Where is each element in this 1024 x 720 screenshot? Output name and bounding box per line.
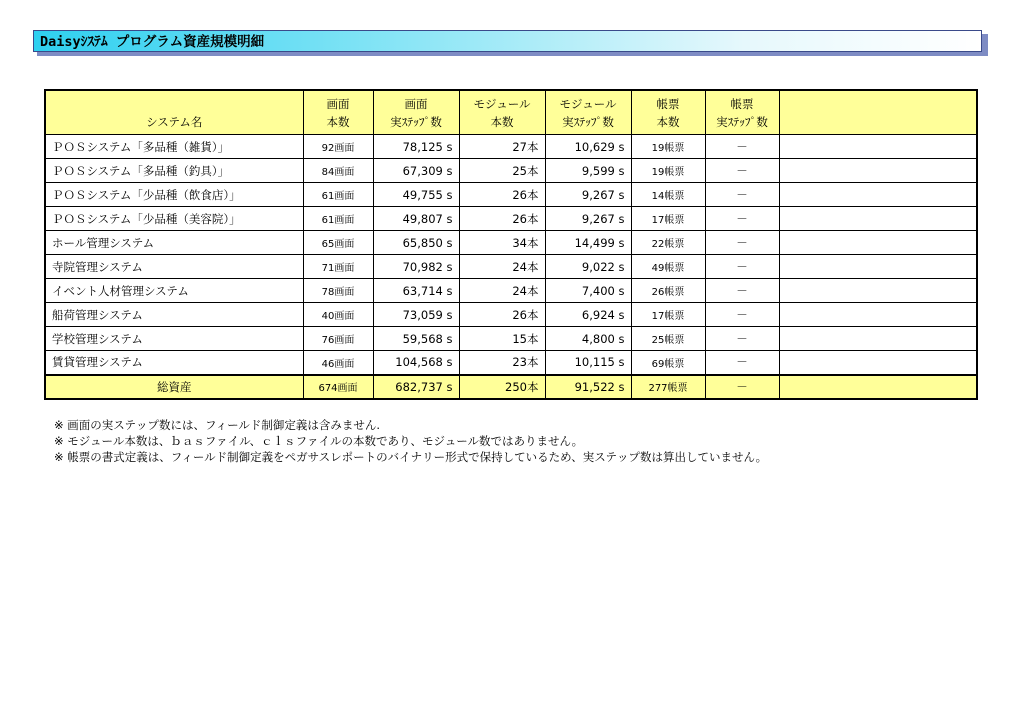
- cell-form-steps: －: [705, 159, 779, 183]
- cell-screen-count: 92画面: [303, 135, 373, 159]
- cell-screen-steps: 78,125 s: [373, 135, 459, 159]
- cell-blank: [779, 207, 977, 231]
- cell-module-count: 26本: [459, 207, 545, 231]
- cell-screen-steps: 49,755 s: [373, 183, 459, 207]
- footnote: ※ 帳票の書式定義は、フィールド制御定義をペガサスレポートのバイナリー形式で保持しているため、実ステップ数は算出していません。: [54, 450, 768, 464]
- header-text: 実ｽﾃｯﾌﾟ数: [390, 114, 442, 129]
- cell-blank: [779, 279, 977, 303]
- cell-blank: [779, 135, 977, 159]
- header-system-name: システム名: [45, 90, 303, 135]
- cell-blank: [779, 159, 977, 183]
- header-blank: [779, 90, 977, 135]
- cell-module-count: 24本: [459, 255, 545, 279]
- cell-screen-steps: 65,850 s: [373, 231, 459, 255]
- header-text: 帳票: [730, 96, 754, 111]
- table-row: [45, 351, 977, 375]
- cell-form-count: 17帳票: [631, 207, 705, 231]
- total-form-count: 277帳票: [631, 375, 705, 400]
- header-module-steps: [545, 90, 631, 135]
- cell-form-count: 49帳票: [631, 255, 705, 279]
- total-screen-steps: 682,737 s: [373, 375, 459, 400]
- table-row: [45, 183, 977, 207]
- cell-module-steps: 9,599 s: [545, 159, 631, 183]
- cell-module-steps: 4,800 s: [545, 327, 631, 351]
- total-label: 総資産: [45, 375, 303, 400]
- header-text: 実ｽﾃｯﾌﾟ数: [562, 114, 614, 129]
- cell-blank: [779, 231, 977, 255]
- cell-screen-count: 40画面: [303, 303, 373, 327]
- cell-form-count: 26帳票: [631, 279, 705, 303]
- cell-screen-count: 65画面: [303, 231, 373, 255]
- cell-form-count: 22帳票: [631, 231, 705, 255]
- header-form-count: [631, 90, 705, 135]
- header-text: 本数: [326, 114, 350, 129]
- footnotes: [54, 417, 767, 465]
- table-row: [45, 231, 977, 255]
- cell-module-steps: 9,267 s: [545, 183, 631, 207]
- cell-module-count: 26本: [459, 303, 545, 327]
- header-screen-count: [303, 90, 373, 135]
- header-text: 画面: [404, 96, 428, 111]
- cell-module-count: 25本: [459, 159, 545, 183]
- table-row: [45, 303, 977, 327]
- cell-blank: [779, 183, 977, 207]
- cell-screen-count: 46画面: [303, 351, 373, 375]
- cell-module-count: 26本: [459, 183, 545, 207]
- cell-system-name: 船荷管理システム: [45, 303, 303, 327]
- cell-module-steps: 7,400 s: [545, 279, 631, 303]
- header-form-steps: [705, 90, 779, 135]
- table-row: [45, 255, 977, 279]
- cell-system-name: 賃貸管理システム: [45, 351, 303, 375]
- cell-form-steps: －: [705, 207, 779, 231]
- cell-form-steps: －: [705, 303, 779, 327]
- cell-system-name: ＰＯＳシステム「多品種（釣具）」: [45, 159, 303, 183]
- cell-screen-steps: 49,807 s: [373, 207, 459, 231]
- cell-screen-steps: 73,059 s: [373, 303, 459, 327]
- cell-module-steps: 6,924 s: [545, 303, 631, 327]
- cell-form-steps: －: [705, 351, 779, 375]
- title-banner: [33, 30, 988, 60]
- header-text: 実ｽﾃｯﾌﾟ数: [716, 114, 768, 129]
- table-row: [45, 279, 977, 303]
- table-row: [45, 159, 977, 183]
- cell-system-name: 学校管理システム: [45, 327, 303, 351]
- cell-blank: [779, 351, 977, 375]
- cell-screen-count: 76画面: [303, 327, 373, 351]
- footnote: ※ モジュール本数は、ｂａｓファイル、ｃｌｓファイルの本数であり、モジュール数ではありません。: [54, 434, 584, 448]
- cell-system-name: イベント人材管理システム: [45, 279, 303, 303]
- footnote: ※ 画面の実ステップ数には、フィールド制御定義は含みません.: [54, 418, 381, 432]
- cell-blank: [779, 255, 977, 279]
- cell-blank: [779, 303, 977, 327]
- total-blank: [779, 375, 977, 400]
- cell-form-count: 19帳票: [631, 135, 705, 159]
- header-row: [45, 90, 977, 135]
- cell-form-steps: －: [705, 135, 779, 159]
- total-row: [45, 375, 977, 400]
- total-module-steps: 91,522 s: [545, 375, 631, 400]
- cell-form-steps: －: [705, 183, 779, 207]
- cell-screen-steps: 63,714 s: [373, 279, 459, 303]
- header-screen-steps: [373, 90, 459, 135]
- cell-form-count: 25帳票: [631, 327, 705, 351]
- total-screen-count: 674画面: [303, 375, 373, 400]
- cell-blank: [779, 327, 977, 351]
- table-row: [45, 327, 977, 351]
- header-text: 画面: [326, 96, 350, 111]
- header-text: モジュール: [473, 96, 531, 111]
- cell-system-name: 寺院管理システム: [45, 255, 303, 279]
- cell-module-steps: 10,115 s: [545, 351, 631, 375]
- cell-screen-count: 78画面: [303, 279, 373, 303]
- cell-form-steps: －: [705, 231, 779, 255]
- header-text: 本数: [656, 114, 680, 129]
- cell-screen-count: 84画面: [303, 159, 373, 183]
- total-form-steps: －: [705, 375, 779, 400]
- cell-module-count: 15本: [459, 327, 545, 351]
- table-row: [45, 135, 977, 159]
- cell-form-count: 14帳票: [631, 183, 705, 207]
- cell-system-name: ＰＯＳシステム「少品種（飲食店）」: [45, 183, 303, 207]
- cell-screen-count: 61画面: [303, 183, 373, 207]
- header-text: 帳票: [656, 96, 680, 111]
- cell-module-count: 24本: [459, 279, 545, 303]
- table-row: [45, 207, 977, 231]
- cell-form-count: 69帳票: [631, 351, 705, 375]
- cell-module-count: 34本: [459, 231, 545, 255]
- cell-module-steps: 10,629 s: [545, 135, 631, 159]
- cell-form-count: 17帳票: [631, 303, 705, 327]
- cell-screen-count: 71画面: [303, 255, 373, 279]
- cell-system-name: ＰＯＳシステム「多品種（雑貨）」: [45, 135, 303, 159]
- page-title: Daisyｼｽﾃﾑ プログラム資産規模明細: [33, 30, 982, 52]
- cell-module-count: 23本: [459, 351, 545, 375]
- cell-system-name: ホール管理システム: [45, 231, 303, 255]
- asset-table: [44, 89, 978, 400]
- cell-form-steps: －: [705, 279, 779, 303]
- cell-module-steps: 9,267 s: [545, 207, 631, 231]
- header-text: 本数: [490, 114, 514, 129]
- cell-form-count: 19帳票: [631, 159, 705, 183]
- cell-form-steps: －: [705, 255, 779, 279]
- cell-screen-steps: 104,568 s: [373, 351, 459, 375]
- cell-system-name: ＰＯＳシステム「少品種（美容院）」: [45, 207, 303, 231]
- cell-screen-steps: 59,568 s: [373, 327, 459, 351]
- cell-module-count: 27本: [459, 135, 545, 159]
- header-module-count: [459, 90, 545, 135]
- cell-screen-count: 61画面: [303, 207, 373, 231]
- cell-screen-steps: 70,982 s: [373, 255, 459, 279]
- cell-module-steps: 9,022 s: [545, 255, 631, 279]
- total-module-count: 250本: [459, 375, 545, 400]
- cell-module-steps: 14,499 s: [545, 231, 631, 255]
- header-text: モジュール: [559, 96, 617, 111]
- cell-form-steps: －: [705, 327, 779, 351]
- cell-screen-steps: 67,309 s: [373, 159, 459, 183]
